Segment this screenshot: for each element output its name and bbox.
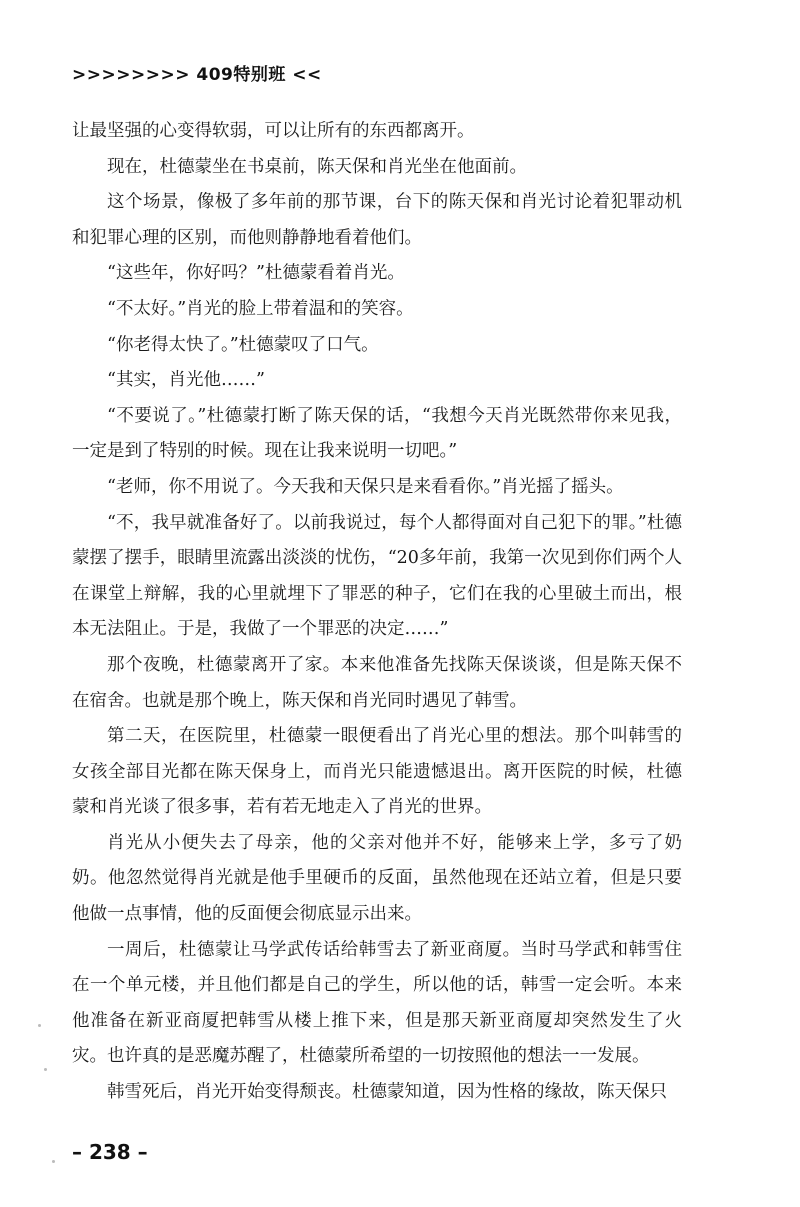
paragraph: 一周后，杜德蒙让马学武传话给韩雪去了新亚商厦。当时马学武和韩雪住在一个单元楼，并且他们都是自己的学生，所以他的话，韩雪一定会听。本来他准备在新亚商厦把韩雪从楼上推下来，但是那天新亚商厦却突然发生了火灾。也许真的是恶魔苏醒了，杜德蒙所希望的一切按照他的想法一一发展。 <box>72 939 682 1067</box>
paragraph: “不，我早就准备好了。以前我说过，每个人都得面对自己犯下的罪。”杜德蒙摆了摆手，眼睛里流露出淡淡的忧伤，“20多年前，我第一次见到你们两个人在课堂上辩解，我的心里就埋下了罪恶的种子，它们在我的心里破土而出，根本无法阻止。于是，我做了一个罪恶的决定……” <box>72 512 682 640</box>
paragraph: “不要说了。”杜德蒙打断了陈天保的话，“我想今天肖光既然带你来见我，一定是到了特别的时候。现在让我来说明一切吧。” <box>72 405 682 462</box>
paragraph: 让最坚强的心变得软弱，可以让所有的东西都离开。 <box>72 121 475 141</box>
paragraph: “不太好。”肖光的脸上带着温和的笑容。 <box>107 298 414 319</box>
paragraph: 这个场景，像极了多年前的那节课，台下的陈天保和肖光讨论着犯罪动机和犯罪心理的区别，而他则静静地看着他们。 <box>72 192 682 248</box>
paragraph: “老师，你不用说了。今天我和天保只是来看看你。”肖光摇了摇头。 <box>107 476 624 497</box>
paragraph: “这些年，你好吗？”杜德蒙看着肖光。 <box>107 263 405 284</box>
paragraph: 韩雪死后，肖光开始变得颓丧。杜德蒙知道，因为性格的缘故，陈天保只 <box>107 1082 667 1103</box>
scan-speck <box>44 1068 47 1071</box>
paragraph: 肖光从小便失去了母亲，他的父亲对他并不好，能够来上学，多亏了奶奶。他忽然觉得肖光就是他手里硬币的反面，虽然他现在还站立着，但是只要他做一点事情，他的反面便会彻底显示出来。 <box>72 832 682 925</box>
scan-speck <box>38 1024 41 1027</box>
body-text <box>72 114 682 1111</box>
page-number: – 238 – <box>72 1140 148 1164</box>
paragraph: 第二天，在医院里，杜德蒙一眼便看出了肖光心里的想法。那个叫韩雪的女孩全部目光都在陈天保身上，而肖光只能遗憾退出。离开医院的时候，杜德蒙和肖光谈了很多事，若有若无地走入了肖光的世界。 <box>72 726 682 818</box>
paragraph: “其实，肖光他……” <box>107 370 265 391</box>
paragraph: 那个夜晚，杜德蒙离开了家。本来他准备先找陈天保谈谈，但是陈天保不在宿舍。也就是那个晚上，陈天保和肖光同时遇见了韩雪。 <box>72 654 682 711</box>
paragraph: “你老得太快了。”杜德蒙叹了口气。 <box>107 334 379 355</box>
scan-speck <box>52 1160 55 1163</box>
paragraph: 现在，杜德蒙坐在书桌前，陈天保和肖光坐在他面前。 <box>107 156 527 177</box>
running-header: >>>>>>>> 409特别班 << <box>72 65 322 85</box>
